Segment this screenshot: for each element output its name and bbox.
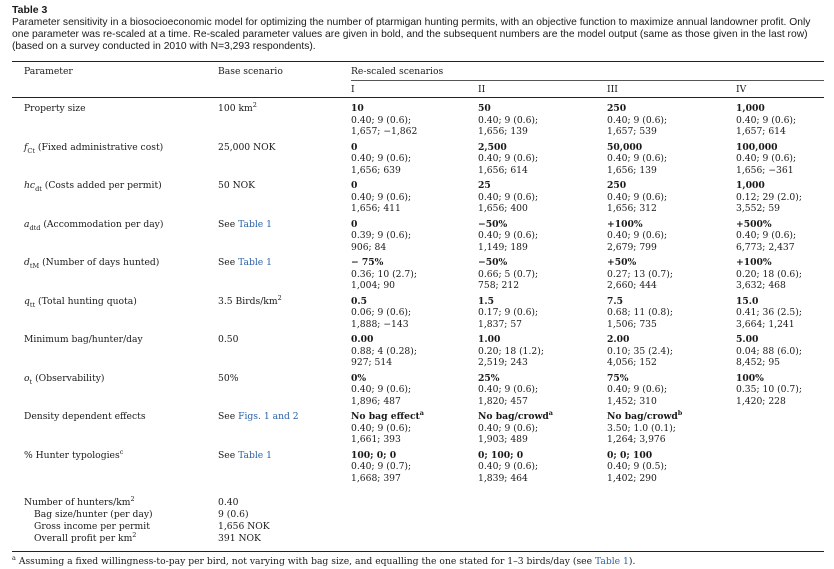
rescaled-value-text: −50% [478, 218, 508, 230]
rescaled-value-text: No bag/crowd [607, 411, 678, 422]
rescaled-value [607, 142, 667, 154]
model-output-2: 3,552; 59 [736, 203, 781, 215]
model-output-2: 1,004; 90 [351, 280, 396, 292]
parameter-name: Property size [24, 103, 86, 114]
model-output-1: 0.40; 9 (0.6); [607, 191, 668, 203]
rescaled-value [736, 142, 796, 154]
model-output-2: 1,657; 614 [736, 126, 786, 138]
rescaled-value-text: 5.00 [736, 334, 759, 345]
parameter-cell [24, 296, 137, 308]
model-output-1: 0.40; 9 (0.7); [351, 461, 412, 473]
summary-value: 1,656 NOK [218, 521, 270, 532]
parameter-subscript: dt [35, 184, 42, 193]
summary-label [34, 509, 153, 521]
model-output-2: 1,656; 312 [607, 203, 657, 215]
model-output-1: 0.04; 88 (6.0); [736, 345, 802, 357]
rescaled-value-text: 1,000 [736, 103, 765, 114]
parameter-name: Minimum bag/hunter/day [24, 334, 143, 345]
scenario-cell [351, 408, 425, 446]
model-output-1: 0.66; 5 (0.7); [478, 268, 539, 280]
rescaled-value [736, 296, 802, 308]
scenario-cell [607, 142, 667, 177]
rescaled-value [736, 334, 802, 346]
base-table-link[interactable]: Table 1 [238, 449, 273, 461]
scenario-cell [478, 450, 538, 485]
model-output-2: 3,632; 468 [736, 280, 786, 292]
model-output-1: 0.06; 9 (0.6); [351, 307, 412, 319]
scenario-cell [607, 450, 667, 485]
parameter-name: Density dependent effects [24, 411, 146, 422]
rescaled-value [607, 296, 673, 308]
scenario-cell [736, 180, 802, 215]
model-output-2: 1,264; 3,976 [607, 434, 666, 446]
model-output-1: 0.35; 10 (0.7); [736, 384, 802, 396]
rescaled-value [351, 257, 417, 269]
model-output-2: 1,668; 397 [351, 472, 401, 484]
model-output-2: 2,679; 799 [607, 241, 657, 253]
header-parameter: Parameter [24, 66, 73, 77]
top-rule [12, 61, 824, 62]
base-cell [218, 100, 257, 115]
summary-value: 9 (0.6) [218, 509, 249, 520]
scenario-cell [736, 219, 796, 254]
scenario-cell [736, 257, 802, 292]
rescaled-value [607, 334, 673, 346]
model-output-1: 0.27; 13 (0.7); [607, 268, 673, 280]
scenario-cell [351, 450, 411, 485]
scenario-cell [351, 219, 411, 254]
scenario-cell [351, 142, 411, 177]
rescaled-value [607, 373, 667, 385]
scenario-cell [607, 296, 673, 331]
header-subrule [351, 80, 824, 81]
base-cell [218, 180, 255, 192]
scenario-cell [478, 103, 538, 138]
header-bottom-rule [12, 97, 824, 98]
parameter-name: (Fixed administrative cost) [35, 141, 164, 153]
rescaled-value-text: +500% [736, 218, 772, 230]
rescaled-value [478, 257, 538, 269]
base-value: See [218, 257, 239, 268]
summary-value: 391 NOK [218, 533, 261, 544]
rescaled-value-text: 1.5 [478, 295, 494, 307]
rescaled-value-text: 0; 100; 0 [478, 449, 524, 461]
model-output-2: 1,896; 487 [351, 395, 401, 407]
base-value: 3.5 Birds/km [218, 295, 278, 307]
model-output-2: 2,660; 444 [607, 280, 657, 292]
parameter-name: % Hunter typologies [24, 449, 120, 461]
rescaled-value [607, 408, 683, 423]
model-output-1: 0.40; 9 (0.6); [351, 422, 412, 434]
summary-superscript: 2 [130, 494, 135, 503]
model-output-1: 0.39; 9 (0.6); [351, 230, 412, 242]
scenario-cell [478, 373, 538, 408]
model-output-2: 6,773; 2,437 [736, 241, 795, 253]
rescaled-value [736, 257, 802, 269]
rescaled-value [478, 373, 538, 385]
model-output-2: 1,657; −1,862 [351, 126, 418, 138]
base-value: 50% [218, 372, 239, 384]
parameter-subscript: t [29, 377, 33, 386]
rescaled-value-text: No bag effect [351, 411, 420, 422]
rescaled-value-text: No bag/crowd [478, 411, 549, 422]
base-value: 0.50 [218, 334, 239, 345]
model-output-2: 1,656; 139 [478, 126, 528, 138]
parameter-cell [24, 411, 146, 423]
scenario-cell [607, 408, 683, 446]
rescaled-value [351, 373, 411, 385]
scenario-cell [351, 334, 417, 369]
rescaled-value-text: +100% [607, 218, 643, 230]
rescaled-value-text: 1,000 [736, 180, 765, 191]
scenario-cell [607, 257, 673, 292]
parameter-cell [24, 180, 162, 192]
scenario-cell [351, 373, 411, 408]
model-output-1: 3.50; 1.0 (0.1); [607, 422, 676, 434]
base-value: See [218, 218, 239, 230]
rescaled-value [478, 408, 553, 423]
rescaled-value-text: 15.0 [736, 295, 759, 307]
rescaled-value-text: 0 [351, 180, 358, 191]
model-output-1: 0.40; 9 (0.6); [351, 191, 412, 203]
base-superscript: 2 [252, 100, 257, 109]
model-output-1: 0.12; 29 (2.0); [736, 191, 802, 203]
scenario-cell [478, 142, 538, 177]
scenario-cell [478, 334, 544, 369]
parameter-symbol: f [24, 141, 28, 153]
model-output-1: 0.40; 9 (0.6); [351, 114, 412, 126]
header-rescaled: Re-scaled scenarios [351, 66, 444, 77]
rescaled-value-text: 25% [478, 372, 500, 384]
rescaled-value [351, 296, 411, 308]
parameter-cell [24, 373, 104, 385]
table-label: Table 3 [12, 4, 48, 16]
model-output-2: 1,420; 228 [736, 395, 786, 407]
rescaled-value-text: 2,500 [478, 141, 507, 153]
model-output-1: 0.40; 9 (0.6); [478, 153, 539, 165]
summary-label-text: Bag size/hunter (per day) [34, 509, 153, 520]
parameter-symbol: o [24, 372, 30, 384]
footnote-text: Assuming a fixed willingness-to-pay per bird, not varying with bag size, and equalling the one stated for 1–3 birds/day (see [18, 556, 595, 567]
summary-label-text: Overall profit per km [34, 533, 133, 544]
rescaled-value [736, 219, 796, 231]
model-output-2: 1,452; 310 [607, 395, 657, 407]
parameter-name: (Total hunting quota) [35, 295, 137, 307]
rescaled-value [736, 180, 802, 192]
rescaled-value [351, 450, 411, 462]
header-scenario-1: I [351, 84, 355, 95]
rescaled-value [607, 103, 667, 115]
scenario-cell [478, 219, 538, 254]
model-output-1: 0.40; 9 (0.6); [478, 461, 539, 473]
parameter-subscript: tM [29, 261, 40, 270]
base-value: See [218, 411, 239, 422]
model-output-1: 0.40; 9 (0.6); [736, 153, 797, 165]
rescaled-value-text: −50% [478, 257, 508, 268]
base-cell [218, 142, 276, 154]
parameter-subscript: Ct [27, 146, 35, 155]
model-output-1: 0.20; 18 (0.6); [736, 268, 802, 280]
scenario-cell [478, 257, 538, 292]
model-output-2: 1,656; 400 [478, 203, 528, 215]
parameter-cell [24, 142, 163, 154]
parameter-name: (Number of days hunted) [39, 257, 160, 268]
scenario-cell [736, 334, 802, 369]
rescaled-value [607, 219, 667, 231]
summary-superscript: 2 [132, 530, 137, 539]
rescaled-value [607, 257, 673, 269]
parameter-name: (Costs added per permit) [41, 180, 162, 191]
rescaled-value [607, 450, 667, 462]
model-output-1: 0.41; 36 (2.5); [736, 307, 802, 319]
model-output-2: 1,820; 457 [478, 395, 528, 407]
base-superscript: 2 [277, 293, 282, 302]
model-output-1: 0.40; 9 (0.6); [607, 230, 668, 242]
scenario-cell [478, 408, 553, 446]
rescaled-value [478, 180, 538, 192]
model-output-1: 0.68; 11 (0.8); [607, 307, 673, 319]
rescaled-value-text: 2.00 [607, 334, 630, 345]
base-value: 50 NOK [218, 180, 256, 191]
model-output-1: 0.40; 9 (0.6); [351, 153, 412, 165]
footnote-mark: a [12, 553, 16, 562]
base-cell [218, 450, 272, 462]
summary-value: 0.40 [218, 497, 239, 508]
model-output-2: 1,661; 393 [351, 434, 401, 446]
scenario-cell [351, 257, 417, 292]
scenario-cell [607, 103, 667, 138]
model-output-2: 758; 212 [478, 280, 520, 292]
rescaled-value [736, 373, 802, 385]
rescaled-value [607, 180, 667, 192]
parameter-name: (Observability) [32, 372, 105, 384]
base-cell [218, 411, 299, 423]
bottom-rule [12, 551, 824, 552]
model-output-2: 1,149; 189 [478, 241, 528, 253]
rescaled-footnote-mark: a [419, 408, 425, 417]
model-output-1: 0.40; 9 (0.6); [607, 384, 668, 396]
base-cell [218, 219, 272, 231]
rescaled-value [736, 103, 796, 115]
rescaled-value [351, 103, 417, 115]
model-output-1: 0.40; 9 (0.6); [478, 191, 539, 203]
rescaled-value-text: 250 [607, 103, 627, 114]
model-output-2: 1,656; 411 [351, 203, 401, 215]
scenario-cell [736, 296, 802, 331]
parameter-cell [24, 103, 86, 115]
rescaled-value-text: 250 [607, 180, 627, 191]
rescaled-value-text: 50,000 [607, 141, 643, 153]
summary-label [34, 530, 137, 545]
rescaled-value [478, 450, 538, 462]
model-output-2: 8,452; 95 [736, 357, 781, 369]
rescaled-value-text: 100,000 [736, 141, 778, 153]
base-table-link[interactable]: Table 1 [238, 257, 273, 268]
model-output-1: 0.20; 18 (1.2); [478, 345, 544, 357]
parameter-footnote-mark: c [119, 447, 124, 456]
footnote-link[interactable]: Table 1 [594, 556, 629, 567]
base-table-link[interactable]: Figs. 1 and 2 [238, 411, 299, 422]
footnote [12, 553, 636, 567]
rescaled-value-text: 50 [478, 103, 491, 114]
rescaled-value [478, 296, 538, 308]
scenario-cell [478, 296, 538, 331]
rescaled-value [351, 142, 411, 154]
rescaled-value [351, 408, 425, 423]
model-output-2: 1,839; 464 [478, 472, 528, 484]
rescaled-value-text: 7.5 [607, 295, 623, 307]
base-cell [218, 373, 238, 385]
model-output-2: 927; 514 [351, 357, 393, 369]
rescaled-value-text: 100; 0; 0 [351, 449, 397, 461]
scenario-cell [736, 142, 796, 177]
model-output-1: 0.40; 9 (0.6); [478, 114, 539, 126]
model-output-1: 0.17; 9 (0.6); [478, 307, 539, 319]
summary-label-text: Number of hunters/km [24, 497, 131, 508]
scenario-cell [736, 373, 802, 408]
base-cell [218, 334, 238, 346]
base-value: 25,000 NOK [218, 141, 276, 153]
rescaled-value-text: 0.00 [351, 334, 374, 345]
rescaled-value-text: 0; 0; 100 [607, 449, 653, 461]
rescaled-value-text: +50% [607, 257, 637, 268]
base-table-link[interactable]: Table 1 [238, 218, 273, 230]
rescaled-footnote-mark: b [677, 408, 683, 417]
header-scenario-4: IV [736, 84, 747, 95]
model-output-1: 0.40; 9 (0.6); [351, 384, 412, 396]
rescaled-value-text: 0 [351, 141, 358, 153]
model-output-2: 1,402; 290 [607, 472, 657, 484]
header-base-scenario: Base scenario [218, 66, 283, 77]
parameter-cell [24, 447, 124, 462]
scenario-cell [607, 334, 673, 369]
rescaled-value-text: 100% [736, 372, 764, 384]
model-output-2: 1,656; 639 [351, 164, 401, 176]
parameter-subscript: dtd [29, 223, 41, 232]
model-output-2: 906; 84 [351, 241, 387, 253]
parameter-symbol: d [24, 257, 30, 268]
rescaled-value [478, 142, 538, 154]
rescaled-value [351, 334, 417, 346]
model-output-1: 0.40; 9 (0.6); [607, 153, 668, 165]
rescaled-value-text: 25 [478, 180, 491, 191]
model-output-1: 0.40; 9 (0.5); [607, 461, 668, 473]
summary-label [24, 494, 135, 509]
model-output-2: 1,837; 57 [478, 318, 523, 330]
rescaled-value [478, 219, 538, 231]
scenario-cell [607, 180, 667, 215]
base-cell [218, 257, 272, 269]
model-output-2: 1,656; 614 [478, 164, 528, 176]
model-output-2: 1,657; 539 [607, 126, 657, 138]
model-output-2: 1,656; −361 [736, 164, 794, 176]
rescaled-value [478, 103, 538, 115]
rescaled-value [351, 180, 411, 192]
rescaled-value-text: 0.5 [351, 295, 367, 307]
rescaled-value-text: 75% [607, 372, 629, 384]
footnote-end: ). [628, 556, 636, 567]
model-output-1: 0.40; 9 (0.6); [478, 230, 539, 242]
model-output-1: 0.40; 9 (0.6); [607, 114, 668, 126]
header-scenario-3: III [607, 84, 618, 95]
model-output-2: 1,506; 735 [607, 318, 657, 330]
scenario-cell [351, 180, 411, 215]
parameter-cell [24, 219, 163, 231]
model-output-2: 1,888; −143 [351, 318, 409, 330]
header-scenario-2: II [478, 84, 486, 95]
rescaled-footnote-mark: a [548, 408, 553, 417]
rescaled-value-text: 1.00 [478, 334, 501, 345]
base-cell [218, 293, 282, 308]
model-output-2: 2,519; 243 [478, 357, 528, 369]
model-output-1: 0.36; 10 (2.7); [351, 268, 417, 280]
model-output-2: 3,664; 1,241 [736, 318, 795, 330]
parameter-symbol: q [24, 295, 30, 307]
rescaled-value-text: 10 [351, 103, 364, 114]
scenario-cell [351, 296, 411, 331]
rescaled-value [351, 219, 411, 231]
base-value: See [218, 449, 239, 461]
parameter-symbol: hc [24, 180, 36, 191]
scenario-cell [478, 180, 538, 215]
model-output-1: 0.40; 9 (0.6); [478, 422, 539, 434]
base-value: 100 km [218, 103, 253, 114]
parameter-symbol: a [24, 218, 30, 230]
model-output-1: 0.40; 9 (0.6); [736, 114, 797, 126]
table-caption: Parameter sensitivity in a biosocioeconomic model for optimizing the number of ptarmigan hunting permits, with an objective function to maximize annual landowner profit. Only one parameter was re-scaled at a time. Re-scaled parameter values are given in bold, and the subsequent numbers are the model output (same as those given in the last row) (based on a survey conducted in 2010 with N=3,293 respondents). [12, 17, 811, 52]
parameter-cell [24, 257, 159, 269]
model-output-2: 1,903; 489 [478, 434, 528, 446]
summary-label-text: Gross income per permit [34, 521, 150, 532]
rescaled-value-text: +100% [736, 257, 772, 268]
scenario-cell [607, 219, 667, 254]
scenario-cell [351, 103, 417, 138]
parameter-cell [24, 334, 143, 346]
scenario-cell [607, 373, 667, 408]
rescaled-value [478, 334, 544, 346]
model-output-1: 0.40; 9 (0.6); [478, 384, 539, 396]
rescaled-value-text: 0% [351, 372, 367, 384]
parameter-name: (Accommodation per day) [40, 218, 164, 230]
model-output-2: 1,656; 139 [607, 164, 657, 176]
rescaled-value-text: 0 [351, 218, 358, 230]
model-output-1: 0.88; 4 (0.28); [351, 345, 417, 357]
model-output-1: 0.10; 35 (2.4); [607, 345, 673, 357]
model-output-1: 0.40; 9 (0.6); [736, 230, 797, 242]
parameter-subscript: tt [29, 300, 36, 309]
rescaled-value-text: − 75% [351, 257, 384, 268]
model-output-2: 4,056; 152 [607, 357, 657, 369]
scenario-cell [736, 103, 796, 138]
